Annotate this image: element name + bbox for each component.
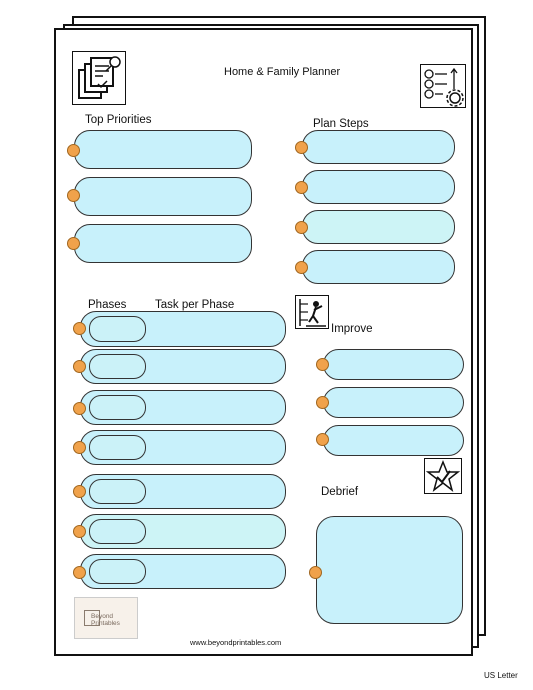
plan-step-field-1[interactable] [302, 130, 455, 164]
plan-step-field-2[interactable] [302, 170, 455, 204]
brand-logo [74, 597, 138, 639]
page-title: Home & Family Planner [224, 66, 341, 78]
phase-field[interactable] [89, 435, 146, 460]
bullet-dot [295, 181, 308, 194]
bullet-dot [309, 566, 322, 579]
bullet-dot [295, 261, 308, 274]
bullet-dot [73, 360, 86, 373]
phase-row-2[interactable] [80, 349, 286, 384]
bullet-dot [316, 433, 329, 446]
bullet-dot [295, 141, 308, 154]
improve-field-1[interactable] [323, 349, 464, 380]
bullet-dot [67, 144, 80, 157]
improve-label: Improve [331, 323, 373, 335]
logo-text [91, 613, 120, 627]
paper-size-label: US Letter [484, 671, 518, 680]
phase-field[interactable] [89, 354, 146, 379]
phase-row-7[interactable] [80, 554, 286, 589]
bullet-dot [73, 566, 86, 579]
plan-steps-label: Plan Steps [313, 118, 369, 130]
phases-label: Phases [88, 299, 127, 311]
improve-field-3[interactable] [323, 425, 464, 456]
phase-row-4[interactable] [80, 430, 286, 465]
phase-row-3[interactable] [80, 390, 286, 425]
task-per-phase-label: Task per Phase [155, 299, 235, 311]
phase-row-6[interactable] [80, 514, 286, 549]
phase-row-1[interactable] [80, 311, 286, 347]
phase-field[interactable] [89, 395, 146, 420]
bullet-dot [295, 221, 308, 234]
bullet-dot [67, 189, 80, 202]
bullet-dot [73, 402, 86, 415]
star-check-icon [424, 458, 462, 494]
bullet-dot [73, 322, 86, 335]
checklist-clipboard-icon [72, 51, 126, 105]
improve-field-2[interactable] [323, 387, 464, 418]
phase-field[interactable] [89, 316, 146, 342]
priority-field-3[interactable] [74, 224, 252, 263]
bullet-dot [73, 441, 86, 454]
bullet-dot [73, 485, 86, 498]
logo-line-2: Printables [91, 620, 120, 627]
website-url[interactable]: www.beyondprintables.com [190, 638, 282, 647]
plan-step-field-4[interactable] [302, 250, 455, 284]
phase-field[interactable] [89, 479, 146, 504]
phase-field[interactable] [89, 559, 146, 584]
climber-ladder-icon [295, 295, 329, 329]
phase-row-5[interactable] [80, 474, 286, 509]
bullet-dot [67, 237, 80, 250]
debrief-label: Debrief [321, 486, 359, 498]
logo-line-1: Beyond [91, 613, 114, 620]
priority-field-1[interactable] [74, 130, 252, 169]
numbered-steps-gear-icon [420, 64, 466, 108]
plan-step-field-3[interactable] [302, 210, 455, 244]
debrief-field[interactable] [316, 516, 463, 624]
bullet-dot [316, 396, 329, 409]
top-priorities-label: Top Priorities [85, 114, 152, 126]
bullet-dot [316, 358, 329, 371]
priority-field-2[interactable] [74, 177, 252, 216]
phase-field[interactable] [89, 519, 146, 544]
bullet-dot [73, 525, 86, 538]
